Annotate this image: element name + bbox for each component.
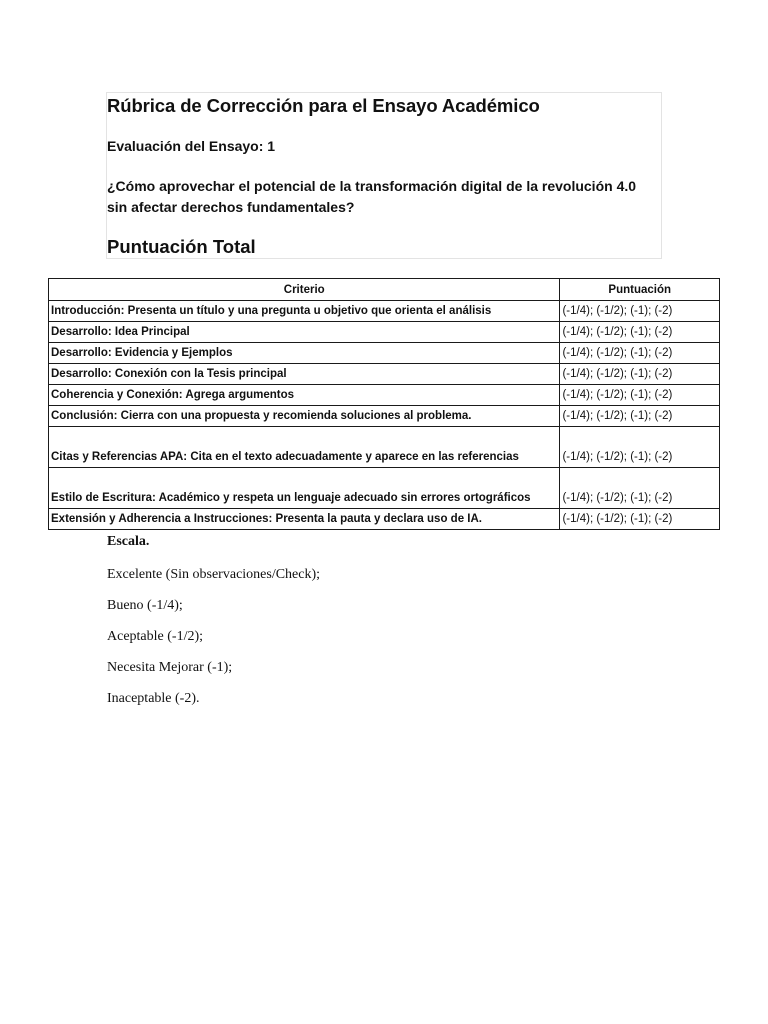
document-title: Rúbrica de Corrección para el Ensayo Académico <box>107 95 540 116</box>
scale-item-necesita-mejorar: Necesita Mejorar (-1); <box>107 660 233 675</box>
scale-item-bueno: Bueno (-1/4); <box>107 598 183 613</box>
score-cell: (-1/4); (-1/2); (-1); (-2) <box>560 301 720 322</box>
column-header-criterion: Criterio <box>49 279 560 301</box>
table-row <box>49 301 720 322</box>
score-cell: (-1/4); (-1/2); (-1); (-2) <box>560 364 720 385</box>
criterion-cell: Desarrollo: Idea Principal <box>49 322 560 343</box>
table-row <box>49 468 720 509</box>
criterion-cell: Desarrollo: Conexión con la Tesis principal <box>49 364 560 385</box>
score-cell: (-1/4); (-1/2); (-1); (-2) <box>560 509 720 530</box>
table-row <box>49 509 720 530</box>
table-row <box>49 385 720 406</box>
score-cell: (-1/4); (-1/2); (-1); (-2) <box>560 322 720 343</box>
table-header-row <box>49 279 720 301</box>
table-row <box>49 406 720 427</box>
criterion-cell: Desarrollo: Evidencia y Ejemplos <box>49 343 560 364</box>
scale-item-inaceptable: Inaceptable (-2). <box>107 691 200 706</box>
scale-title: Escala. <box>107 534 150 549</box>
column-header-score: Puntuación <box>560 279 720 301</box>
criterion-cell: Extensión y Adherencia a Instrucciones: Presenta la pauta y declara uso de IA. <box>49 509 560 530</box>
grading-scale <box>107 533 320 721</box>
score-cell: (-1/4); (-1/2); (-1); (-2) <box>560 406 720 427</box>
score-cell: (-1/4); (-1/2); (-1); (-2) <box>560 427 720 468</box>
essay-question: ¿Cómo aprovechar el potencial de la transformación digital de la revolución 4.0 sin afectar derechos fundamentales? <box>107 178 637 215</box>
total-score-heading: Puntuación Total <box>107 236 256 257</box>
scale-item-excelente: Excelente (Sin observaciones/Check); <box>107 567 321 582</box>
table-row <box>49 343 720 364</box>
criterion-cell: Conclusión: Cierra con una propuesta y recomienda soluciones al problema. <box>49 406 560 427</box>
criterion-cell: Coherencia y Conexión: Agrega argumentos <box>49 385 560 406</box>
scale-item-aceptable: Aceptable (-1/2); <box>107 629 204 644</box>
criterion-cell: Estilo de Escritura: Académico y respeta un lenguaje adecuado sin errores ortográficos <box>49 468 560 509</box>
table-row <box>49 322 720 343</box>
table-row <box>49 427 720 468</box>
score-cell: (-1/4); (-1/2); (-1); (-2) <box>560 468 720 509</box>
evaluation-label: Evaluación del Ensayo: 1 <box>107 138 276 154</box>
score-cell: (-1/4); (-1/2); (-1); (-2) <box>560 385 720 406</box>
table-row <box>49 364 720 385</box>
rubric-table <box>48 278 720 530</box>
criterion-cell: Citas y Referencias APA: Cita en el texto adecuadamente y aparece en las referencias <box>49 427 560 468</box>
criterion-cell: Introducción: Presenta un título y una pregunta u objetivo que orienta el análisis <box>49 301 560 322</box>
score-cell: (-1/4); (-1/2); (-1); (-2) <box>560 343 720 364</box>
